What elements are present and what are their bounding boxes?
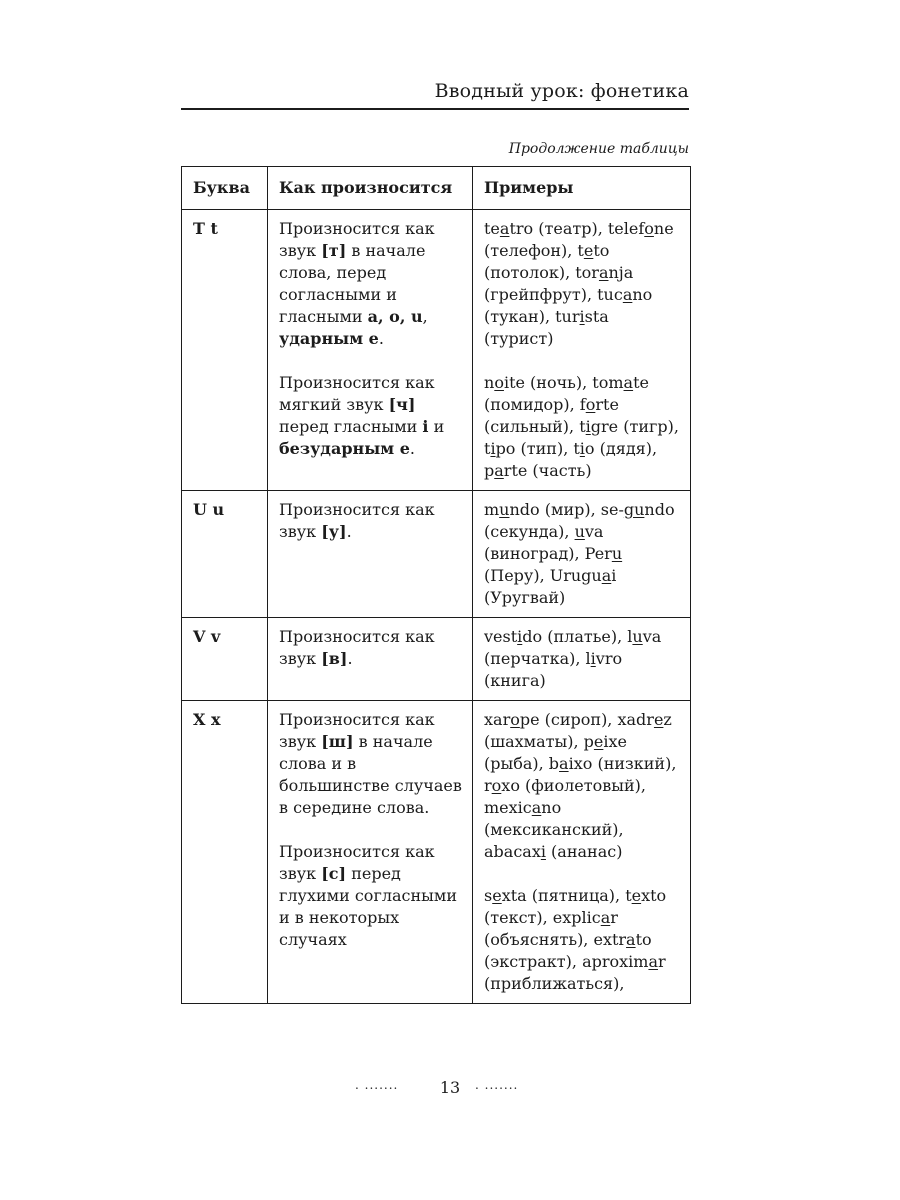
stressed-letter: i: [540, 842, 546, 861]
text-run: Произносится как звук: [279, 500, 435, 541]
stressed-letter: e: [593, 732, 604, 751]
text-run: no (мексиканский), abacax: [484, 798, 624, 861]
text-run: Произносится как звук: [279, 219, 435, 260]
bold-text: безударным e: [279, 439, 410, 458]
example-list: [484, 499, 680, 609]
stressed-letter: i: [590, 649, 596, 668]
header-rule: [181, 108, 689, 110]
column-header-letter: Буква: [182, 167, 268, 210]
text-run: m: [484, 500, 500, 519]
pronunciation-cell: [268, 618, 473, 701]
stressed-letter: a: [601, 566, 612, 585]
stressed-letter: a: [648, 952, 658, 971]
stressed-letter: a: [531, 798, 542, 817]
text-run: vest: [484, 627, 518, 646]
stressed-letter: a: [494, 461, 504, 480]
text-run: to (экстракт), aproxim: [484, 930, 652, 971]
text-run: rte (часть): [503, 461, 592, 480]
example-list: [484, 885, 680, 995]
stressed-letter: a: [622, 285, 633, 304]
stressed-letter: a: [623, 373, 634, 392]
stressed-letter: u: [611, 544, 623, 563]
stressed-letter: i: [579, 307, 585, 326]
text-run: no (тукан), tur: [484, 285, 653, 326]
stressed-letter: gu: [623, 500, 645, 519]
text-run: va (перчатка), l: [484, 627, 662, 668]
text-run: .: [347, 649, 353, 668]
text-run: ndo (секунда),: [484, 500, 675, 541]
text-run: va (виноград), Per: [484, 522, 612, 563]
text-run: te (помидор), f: [484, 373, 649, 414]
text-run: r (приближаться),: [484, 952, 666, 993]
footer-dots-right: . .......: [475, 1078, 519, 1092]
text-run: Произносится как звук: [279, 627, 435, 668]
text-run: .: [346, 522, 352, 541]
examples-cell: [473, 701, 691, 1004]
table-continuation-note: Продолжение таблицы: [508, 141, 689, 157]
text-run: xto (текст), explic: [484, 886, 667, 927]
example-list: [484, 626, 680, 692]
bold-text: [у]: [321, 522, 347, 541]
column-header-pronunciation: Как произносится: [268, 167, 473, 210]
letter-cell: V v: [182, 618, 268, 701]
footer-dots-left: . .......: [355, 1078, 399, 1092]
text-run: перед глухими согласными и в некоторых случаях: [279, 864, 457, 949]
text-run: gre (тигр), t: [484, 417, 679, 458]
text-run: xar: [484, 710, 511, 729]
pronunciation-rule: [279, 841, 462, 951]
stressed-letter: u: [632, 627, 643, 646]
stressed-letter: a: [559, 754, 569, 773]
running-head: Вводный урок: фонетика: [434, 80, 689, 102]
stressed-letter: e: [653, 710, 664, 729]
text-run: te: [484, 219, 500, 238]
text-run: xta (пятница), t: [501, 886, 632, 905]
text-run: (Перу), Urugu: [484, 566, 602, 585]
text-run: s: [484, 886, 493, 905]
text-run: vro (книга): [484, 649, 623, 690]
pronunciation-rule: [279, 709, 462, 819]
table-row: [182, 491, 691, 618]
letter-cell: T t: [182, 210, 268, 491]
text-run: do (платье), l: [522, 627, 633, 646]
stressed-letter: o: [585, 395, 596, 414]
text-run: rte (сильный), t: [484, 395, 619, 436]
bold-text: ударным e: [279, 329, 379, 348]
stressed-letter: e: [583, 241, 594, 260]
pronunciation-rule: [279, 626, 462, 670]
text-run: ndo (мир), se-: [509, 500, 624, 519]
text-run: ,: [422, 307, 428, 326]
stressed-letter: i: [517, 627, 523, 646]
table-row: [182, 701, 691, 1004]
stressed-letter: o: [644, 219, 654, 238]
text-run: tro (театр), telef: [509, 219, 645, 238]
phonetics-table: [181, 166, 691, 1004]
pronunciation-cell: [268, 491, 473, 618]
stressed-letter: u: [574, 522, 585, 541]
bold-text: a, o, u: [367, 307, 423, 326]
stressed-letter: a: [499, 219, 510, 238]
pronunciation-cell: [268, 701, 473, 1004]
examples-cell: [473, 491, 691, 618]
bold-text: [в]: [321, 649, 348, 668]
text-run: z (шахматы), p: [484, 710, 672, 751]
pronunciation-rule: [279, 218, 462, 350]
examples-cell: [473, 618, 691, 701]
text-run: i (Уругвай): [484, 566, 617, 607]
text-run: (ананас): [545, 842, 623, 861]
example-list: [484, 709, 680, 863]
examples-cell: [473, 210, 691, 491]
stressed-letter: a: [598, 263, 609, 282]
stressed-letter: i: [579, 439, 585, 458]
column-header-examples: Примеры: [473, 167, 691, 210]
stressed-letter: e: [492, 886, 502, 905]
example-list: [484, 218, 680, 350]
text-run: .: [378, 329, 384, 348]
text-run: ixe (рыба), b: [484, 732, 627, 773]
text-run: sta (турист): [484, 307, 609, 348]
text-run: ite (ночь), tom: [503, 373, 624, 392]
text-run: перед гласными: [279, 417, 423, 436]
bold-text: [ч]: [388, 395, 416, 414]
text-run: r (объяснять), extr: [484, 908, 627, 949]
pronunciation-rule: [279, 372, 462, 460]
stressed-letter: o: [491, 776, 502, 795]
bold-text: i: [422, 417, 429, 436]
text-run: в начале слова и в большинстве случаев в середине слова.: [279, 732, 462, 817]
text-run: n: [484, 373, 495, 392]
table-row: [182, 618, 691, 701]
table-body: [182, 210, 691, 1004]
text-run: to (потолок), tor: [484, 241, 610, 282]
text-run: po (тип), t: [495, 439, 580, 458]
stressed-letter: i: [585, 417, 591, 436]
stressed-letter: a: [626, 930, 636, 949]
stressed-letter: e: [631, 886, 642, 905]
stressed-letter: o: [494, 373, 504, 392]
text-run: xo (фиолетовый), mexic: [484, 776, 646, 817]
stressed-letter: u: [499, 500, 510, 519]
text-run: Произносится как звук: [279, 842, 435, 883]
text-run: и: [428, 417, 445, 436]
text-run: .: [409, 439, 416, 458]
text-run: nja (грейпфрут), tuc: [484, 263, 634, 304]
text-run: ixo (низкий), r: [484, 754, 677, 795]
pronunciation-rule: [279, 499, 462, 543]
bold-text: [с]: [321, 864, 347, 883]
pronunciation-cell: [268, 210, 473, 491]
table-row: [182, 210, 691, 491]
page-number: 13: [439, 1078, 461, 1097]
bold-text: [т]: [321, 241, 347, 260]
text-run: Произносится как звук: [279, 710, 435, 751]
text-run: в начале слова, перед согласными и гласными: [279, 241, 426, 326]
stressed-letter: i: [490, 439, 496, 458]
letter-cell: U u: [182, 491, 268, 618]
stressed-letter: o: [510, 710, 520, 729]
stressed-letter: a: [600, 908, 611, 927]
letter-cell: X x: [182, 701, 268, 1004]
text-run: ne (телефон), t: [484, 219, 674, 260]
text-run: Произносится как мягкий звук: [279, 373, 435, 414]
bold-text: [ш]: [321, 732, 354, 751]
text-run: pe (сироп), xadr: [519, 710, 654, 729]
text-run: o (дядя), p: [484, 439, 658, 480]
example-list: [484, 372, 680, 482]
table-header-row: [182, 167, 691, 210]
